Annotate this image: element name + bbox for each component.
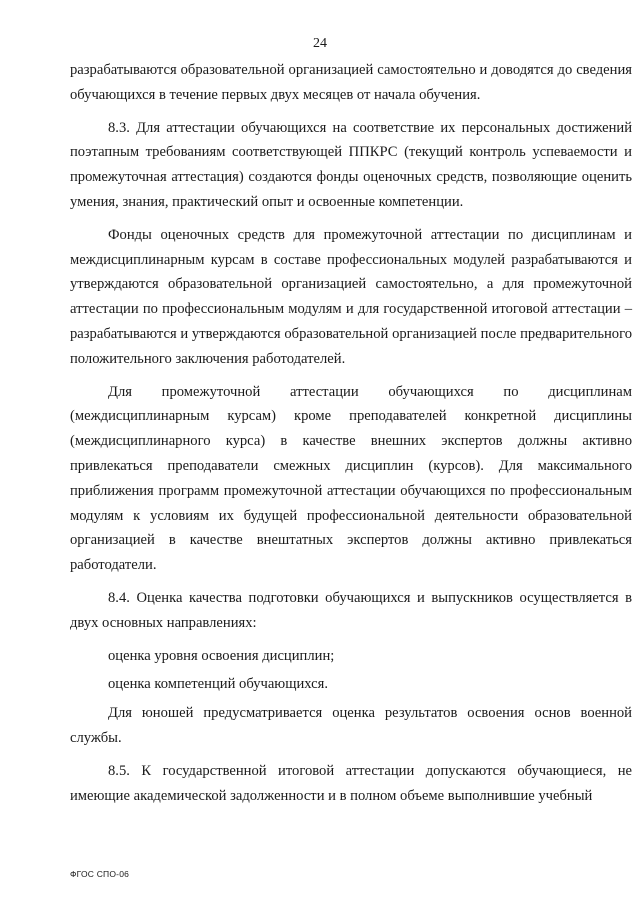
paragraph-8-5: 8.5. К государственной итоговой аттестации допускаются обучающиеся, не имеющие академической задолженности и в полном объеме выполнившие учебный: [70, 762, 632, 804]
paragraph-military-service: Для юношей предусматривается оценка результатов освоения основ военной службы.: [70, 705, 632, 746]
paragraph-external-experts: Для промежуточной аттестации обучающихся по дисциплинам (междисциплинарным курсам) кроме преподавателей конкретной дисциплины (междисциплинарного курса) в качестве внешних экспертов должны активно привлекаться преподаватели смежных дисциплин (курсов). Для максимального приближения программ промежуточной аттестации обучающихся по профессиональным модулям к условиям их будущей профессиональной деятельности образовательной организацией в качестве внештатных экспертов должны активно привлекаться работодатели.: [70, 383, 632, 574]
paragraph-8-3: 8.3. Для аттестации обучающихся на соответствие их персональных достижений поэтапным требованиям соответствующей ППКРС (текущий контроль успеваемости и промежуточная аттестация) создаются фонды оценочных средств, позволяющие оценить умения, знания, практический опыт и освоенные компетенции.: [70, 119, 632, 210]
list-item-competence-assessment: оценка компетенций обучающихся.: [108, 676, 328, 693]
document-body: [70, 58, 632, 816]
paragraph-8-4: 8.4. Оценка качества подготовки обучающихся и выпускников осуществляется в двух основных направлениях:: [70, 589, 632, 631]
list-item-discipline-assessment: оценка уровня освоения дисциплин;: [108, 647, 335, 664]
page-number: 24: [313, 36, 327, 51]
footer-standard-code: ФГОС СПО-06: [70, 869, 130, 879]
paragraph-assessment-funds: Фонды оценочных средств для промежуточной аттестации по дисциплинам и междисциплинарным курсам в составе профессиональных модулей разрабатываются и утверждаются образовательной организацией самостоятельно, а для промежуточной аттестации по профессиональным модулям и для государственной итоговой аттестации – разрабатываются и утверждаются образовательной организацией после предварительного положительного заключения работодателей.: [70, 226, 632, 367]
paragraph-continuation: разрабатываются образовательной организацией самостоятельно и доводятся до сведения обучающихся в течение первых двух месяцев от начала обучения.: [70, 62, 632, 103]
